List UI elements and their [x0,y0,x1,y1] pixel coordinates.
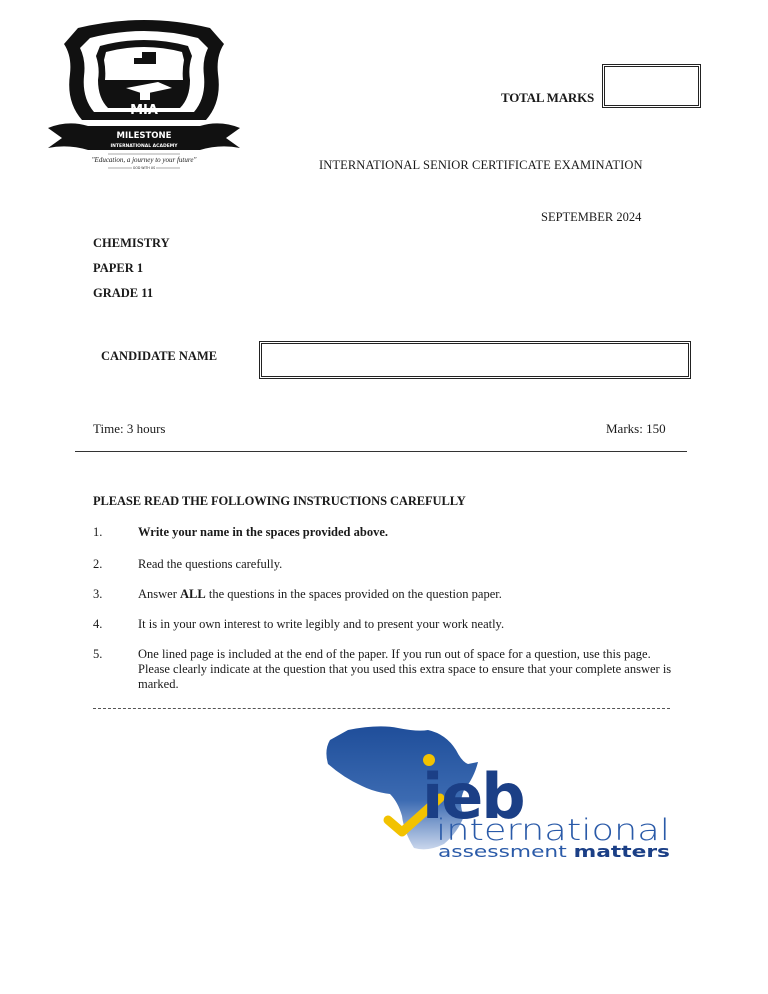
instruction-text: One lined page is included at the end of the paper. If you run out of space for a question, use this page. Please clearly indicate at the question that you used this extra space to ensure that your complete answer is marked. [138,647,672,691]
emphasis-all: ALL [180,587,206,601]
svg-text:ieb: ieb [422,760,524,833]
divider [75,451,687,452]
instruction-number: 3. [93,587,103,601]
ieb-logo [318,720,674,860]
svg-text:GOD WITH US: GOD WITH US [132,166,156,170]
svg-text:international: international [436,813,670,847]
exam-date: SEPTEMBER 2024 [541,210,642,224]
total-marks-label: TOTAL MARKS [501,90,595,105]
instruction-number: 1. [93,525,103,539]
candidate-name-label: CANDIDATE NAME [101,349,218,363]
exam-title: INTERNATIONAL SENIOR CERTIFICATE EXAMINATION [319,158,643,172]
svg-text:MIA: MIA [130,103,158,118]
subject-name: CHEMISTRY [93,236,170,250]
school-logo [48,16,240,180]
grade-level: GRADE 11 [93,286,154,300]
svg-text:MILESTONE: MILESTONE [116,131,172,141]
exam-duration: Time: 3 hours [93,421,166,436]
instruction-text: It is in your own interest to write legibly and to present your work neatly. [138,617,505,631]
shield-crest-icon [48,16,240,180]
instruction-number: 4. [93,617,103,631]
total-marks-box[interactable] [602,64,701,108]
instruction-number: 2. [93,557,103,571]
instruction-text: Read the questions carefully. [138,557,283,571]
instruction-number: 5. [93,647,103,661]
svg-text:INTERNATIONAL ACADEMY: INTERNATIONAL ACADEMY [110,144,178,149]
instructions-heading: PLEASE READ THE FOLLOWING INSTRUCTIONS CAREFULLY [93,494,466,508]
candidate-name-field[interactable] [259,341,691,379]
svg-text:"Education, a journey to your: "Education, a journey to your future" [91,156,197,164]
instruction-text: Write your name in the spaces provided above. [138,525,389,539]
exam-total-marks: Marks: 150 [606,421,666,436]
dashed-divider [93,708,670,709]
svg-text:assessment matters: assessment matters [438,842,645,860]
paper-number: PAPER 1 [93,261,144,275]
instruction-text: Answer ALL the questions in the spaces provided on the question paper. [138,587,502,601]
africa-map-icon [318,720,674,860]
